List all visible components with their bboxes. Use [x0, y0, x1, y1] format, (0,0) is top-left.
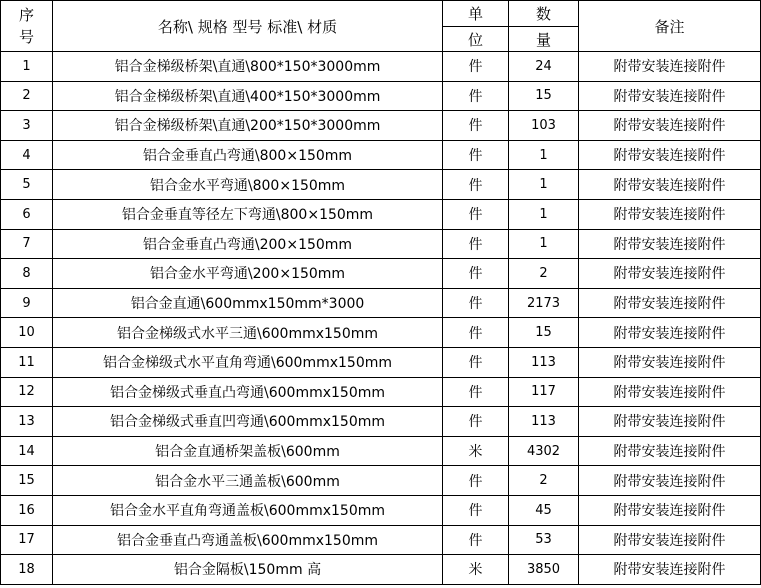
remark-cell: 附带安装连接附件 [579, 466, 761, 496]
remark-cell: 附带安装连接附件 [579, 170, 761, 200]
header-qty-top: 数 [509, 1, 579, 27]
quantity-cell: 24 [509, 52, 579, 82]
quantity-cell: 1 [509, 140, 579, 170]
remark-cell: 附带安装连接附件 [579, 140, 761, 170]
unit-cell: 件 [443, 495, 509, 525]
row-number-cell: 5 [1, 170, 53, 200]
remark-cell: 附带安装连接附件 [579, 407, 761, 437]
quantity-cell: 1 [509, 170, 579, 200]
remark-cell: 附带安装连接附件 [579, 81, 761, 111]
item-name-cell: 铝合金垂直凸弯通\200×150mm [53, 229, 443, 259]
row-number-cell: 13 [1, 407, 53, 437]
item-name-cell: 铝合金垂直凸弯通盖板\600mmx150mm [53, 525, 443, 555]
header-qty-bottom: 量 [509, 27, 579, 52]
item-name-cell: 铝合金梯级式水平直角弯通\600mmx150mm [53, 347, 443, 377]
table-row [1, 81, 761, 111]
remark-cell: 附带安装连接附件 [579, 525, 761, 555]
table-row [1, 318, 761, 348]
remark-cell: 附带安装连接附件 [579, 495, 761, 525]
row-number-cell: 11 [1, 347, 53, 377]
unit-cell: 件 [443, 199, 509, 229]
unit-cell: 件 [443, 525, 509, 555]
quantity-cell: 2 [509, 466, 579, 496]
remark-cell: 附带安装连接附件 [579, 347, 761, 377]
header-unit-bottom: 位 [443, 27, 509, 52]
table-row [1, 199, 761, 229]
row-number-cell: 9 [1, 288, 53, 318]
remark-cell: 附带安装连接附件 [579, 52, 761, 82]
unit-cell: 件 [443, 81, 509, 111]
row-number-cell: 14 [1, 436, 53, 466]
quantity-cell: 2173 [509, 288, 579, 318]
remark-cell: 附带安装连接附件 [579, 111, 761, 141]
item-name-cell: 铝合金水平三通盖板\600mm [53, 466, 443, 496]
remark-cell: 附带安装连接附件 [579, 259, 761, 289]
table-row [1, 288, 761, 318]
remark-cell: 附带安装连接附件 [579, 377, 761, 407]
quantity-cell: 15 [509, 81, 579, 111]
row-number-cell: 1 [1, 52, 53, 82]
unit-cell: 米 [443, 436, 509, 466]
row-number-cell: 6 [1, 199, 53, 229]
row-number-cell: 18 [1, 555, 53, 585]
header-name: 名称\ 规格 型号 标准\ 材质 [53, 1, 443, 52]
item-name-cell: 铝合金梯级式垂直凸弯通\600mmx150mm [53, 377, 443, 407]
quantity-cell: 1 [509, 199, 579, 229]
quantity-cell: 3850 [509, 555, 579, 585]
remark-cell: 附带安装连接附件 [579, 229, 761, 259]
item-name-cell: 铝合金梯级桥架\直通\400*150*3000mm [53, 81, 443, 111]
item-name-cell: 铝合金水平弯通\200×150mm [53, 259, 443, 289]
item-name-cell: 铝合金梯级桥架\直通\800*150*3000mm [53, 52, 443, 82]
remark-cell: 附带安装连接附件 [579, 199, 761, 229]
item-name-cell: 铝合金水平弯通\800×150mm [53, 170, 443, 200]
quantity-cell: 15 [509, 318, 579, 348]
remark-cell: 附带安装连接附件 [579, 318, 761, 348]
unit-cell: 件 [443, 347, 509, 377]
item-name-cell: 铝合金直通\600mmx150mm*3000 [53, 288, 443, 318]
table-row [1, 377, 761, 407]
header-row [1, 1, 761, 27]
row-number-cell: 16 [1, 495, 53, 525]
item-name-cell: 铝合金垂直凸弯通\800×150mm [53, 140, 443, 170]
unit-cell: 米 [443, 555, 509, 585]
table-row [1, 347, 761, 377]
unit-cell: 件 [443, 377, 509, 407]
table-row [1, 407, 761, 437]
unit-cell: 件 [443, 52, 509, 82]
item-name-cell: 铝合金梯级桥架\直通\200*150*3000mm [53, 111, 443, 141]
table-row [1, 111, 761, 141]
table-row [1, 525, 761, 555]
table-row [1, 170, 761, 200]
item-name-cell: 铝合金直通桥架盖板\600mm [53, 436, 443, 466]
unit-cell: 件 [443, 229, 509, 259]
quantity-cell: 117 [509, 377, 579, 407]
unit-cell: 件 [443, 111, 509, 141]
remark-cell: 附带安装连接附件 [579, 288, 761, 318]
quantity-cell: 113 [509, 347, 579, 377]
unit-cell: 件 [443, 170, 509, 200]
table-row [1, 259, 761, 289]
row-number-cell: 3 [1, 111, 53, 141]
item-name-cell: 铝合金梯级式垂直凹弯通\600mmx150mm [53, 407, 443, 437]
table-row [1, 466, 761, 496]
item-name-cell: 铝合金梯级式水平三通\600mmx150mm [53, 318, 443, 348]
table-row [1, 555, 761, 585]
header-seq-label: 序号 [18, 6, 34, 46]
row-number-cell: 4 [1, 140, 53, 170]
table-row [1, 52, 761, 82]
quantity-cell: 45 [509, 495, 579, 525]
remark-cell: 附带安装连接附件 [579, 436, 761, 466]
header-remark: 备注 [579, 1, 761, 52]
table-row [1, 495, 761, 525]
table-row [1, 436, 761, 466]
row-number-cell: 10 [1, 318, 53, 348]
item-name-cell: 铝合金隔板\150mm 高 [53, 555, 443, 585]
unit-cell: 件 [443, 407, 509, 437]
row-number-cell: 2 [1, 81, 53, 111]
header-unit-top: 单 [443, 1, 509, 27]
quantity-cell: 53 [509, 525, 579, 555]
unit-cell: 件 [443, 259, 509, 289]
row-number-cell: 15 [1, 466, 53, 496]
row-number-cell: 8 [1, 259, 53, 289]
row-number-cell: 17 [1, 525, 53, 555]
item-name-cell: 铝合金垂直等径左下弯通\800×150mm [53, 199, 443, 229]
quantity-cell: 4302 [509, 436, 579, 466]
quantity-cell: 113 [509, 407, 579, 437]
remark-cell: 附带安装连接附件 [579, 555, 761, 585]
header-seq [1, 1, 53, 52]
table-row [1, 140, 761, 170]
unit-cell: 件 [443, 318, 509, 348]
row-number-cell: 7 [1, 229, 53, 259]
unit-cell: 件 [443, 466, 509, 496]
unit-cell: 件 [443, 140, 509, 170]
item-name-cell: 铝合金水平直角弯通盖板\600mmx150mm [53, 495, 443, 525]
quantity-cell: 1 [509, 229, 579, 259]
row-number-cell: 12 [1, 377, 53, 407]
quantity-cell: 103 [509, 111, 579, 141]
table-row [1, 229, 761, 259]
unit-cell: 件 [443, 288, 509, 318]
quantity-cell: 2 [509, 259, 579, 289]
